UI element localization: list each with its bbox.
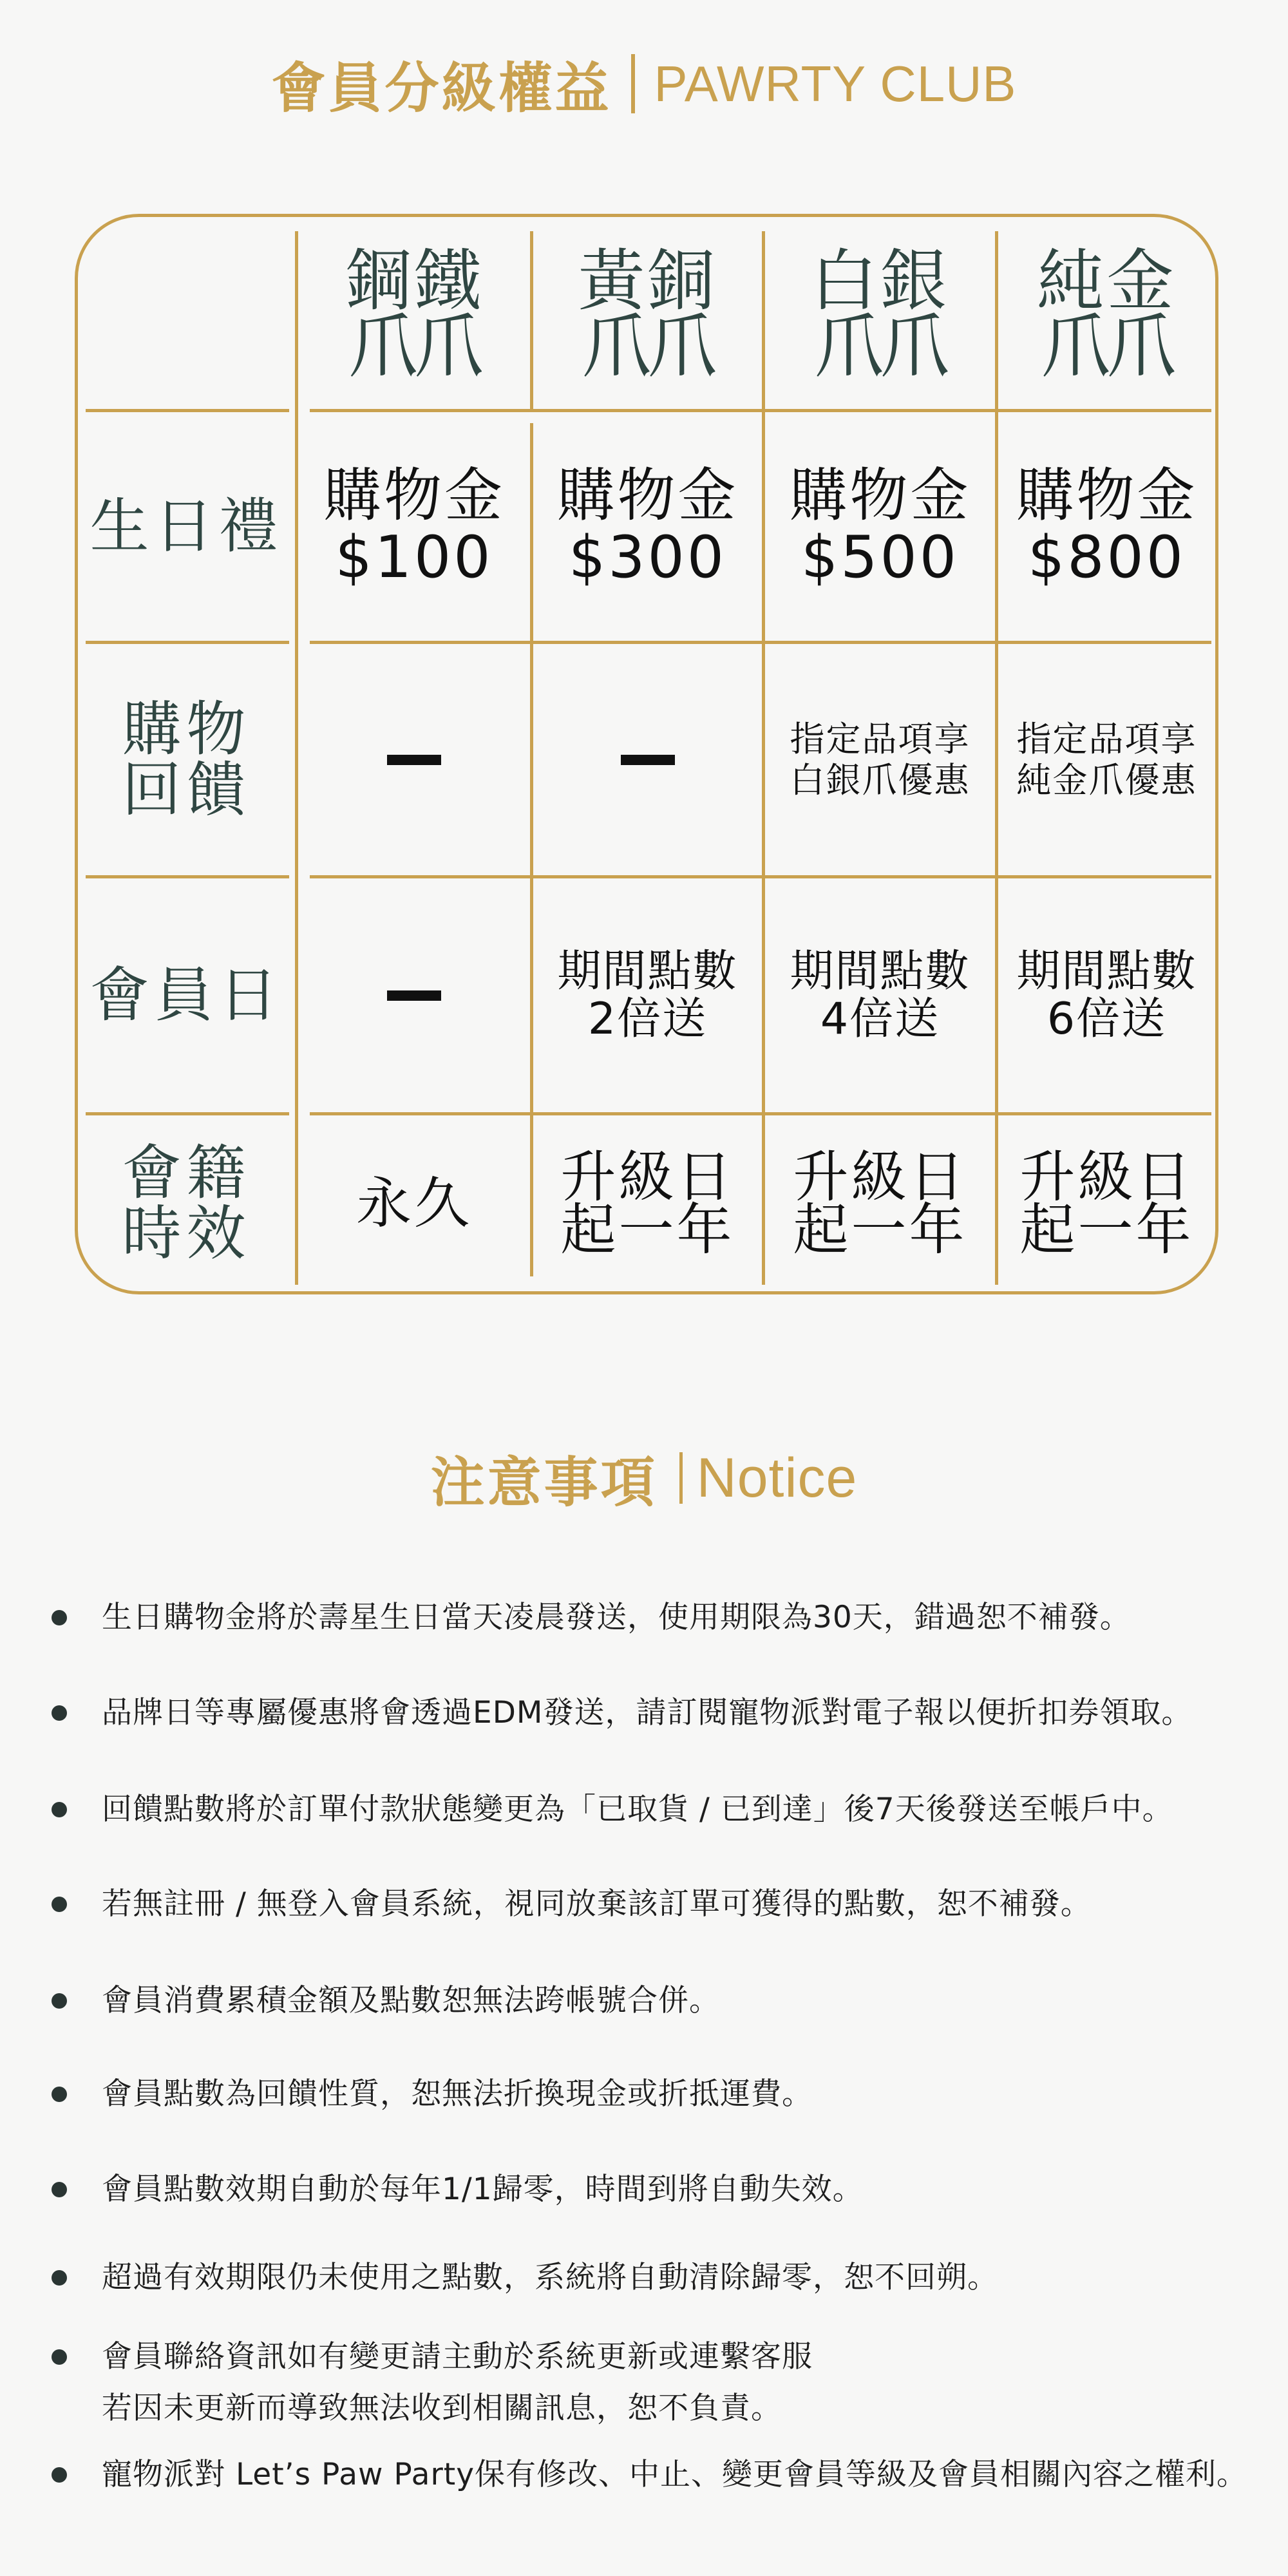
birthday-gift-gold [998,412,1215,641]
claw-mark: 爪爪 [814,307,946,388]
row-label-text: 回饋 [122,755,251,824]
row-label-birthday [78,412,295,641]
bullet-icon [52,2467,67,2483]
tiers-heading-en: PAWRTY CLUB [654,55,1017,112]
notice-heading [0,1443,1288,1513]
notice-text: 超過有效期限仍未使用之點數，系統將自動清除歸零，恕不回朔。 [102,2260,998,2295]
validity-text: 起一年 [793,1197,967,1262]
rebate-text: 指定品項享 [1016,718,1197,759]
validity-text: 起一年 [560,1197,735,1262]
tiers-heading-zh: 會員分級權益 [271,56,612,120]
notice-item [52,1879,1262,1930]
notice-text: 若因未更新而導致無法收到相關訊息，恕不負責。 [102,2391,782,2426]
gift-amount: $500 [800,523,960,591]
notice-heading-zh: 注意事項 [430,1450,658,1514]
validity-text: 起一年 [1019,1197,1194,1262]
row-label-text: 生日禮 [90,491,283,561]
bullet-icon [52,2182,67,2197]
row-label-text: 會籍 [122,1138,251,1208]
notice-text: 品牌日等專屬優惠將會透過EDM發送，請訂閱寵物派對電子報以便折扣券領取。 [102,1695,1193,1730]
bullet-icon [52,1897,67,1912]
heading-divider [631,54,635,113]
notice-item [52,1592,1262,1643]
not-applicable-dash [621,755,675,765]
rebate-gold [998,644,1215,875]
validity-text: 升級日 [1019,1144,1194,1209]
validity-text: 升級日 [793,1144,967,1209]
rebate-text: 純金爪優惠 [1016,759,1197,800]
tier-header-silver [765,217,995,409]
notice-item [52,2069,1262,2120]
gift-amount: $800 [1027,523,1186,591]
membership-tier-table [75,214,1218,1294]
member-day-text: 期間點數 [790,945,971,997]
bullet-icon [52,1993,67,2009]
member-day-silver [765,878,995,1112]
row-label-text: 購物 [122,694,251,764]
member-day-text: 4倍送 [820,993,940,1045]
notice-item [52,1687,1262,1739]
birthday-gift-steel [298,412,530,641]
validity-gold [998,1115,1215,1291]
row-label-member-day [78,878,295,1112]
notice-item [52,2164,1262,2215]
tier-header-steel [298,217,530,409]
notice-text: 若無註冊 / 無登入會員系統，視同放棄該訂單可獲得的點數，恕不補發。 [102,1886,1092,1922]
validity-brass [533,1115,762,1291]
tier-name: 鋼鐵 [344,242,484,320]
row-label-rebate [78,644,295,875]
tier-name: 黃銅 [578,242,717,320]
tier-header-gold [998,217,1215,409]
member-day-brass [533,878,762,1112]
bullet-icon [52,1610,67,1625]
gift-amount: $300 [568,523,727,591]
notice-item [52,1784,1262,1835]
tier-header-brass [533,217,762,409]
bullet-icon [52,2087,67,2102]
not-applicable-dash [387,990,441,1001]
notice-heading-en: Notice [696,1446,858,1509]
gift-label: 購物金 [323,461,505,529]
birthday-gift-brass [533,412,762,641]
validity-steel [298,1115,530,1291]
tier-name: 純金 [1037,242,1177,320]
bullet-icon [52,2349,67,2365]
member-day-text: 期間點數 [557,945,738,997]
tiers-heading [0,48,1288,119]
validity-text: 升級日 [560,1144,735,1209]
claw-mark: 爪爪 [582,307,714,388]
rebate-text: 白銀爪優惠 [790,759,971,800]
claw-mark: 爪爪 [1041,307,1173,388]
notice-text: 會員點數效期自動於每年1/1歸零，時間到將自動失效。 [102,2172,864,2207]
gift-amount: $100 [335,523,493,591]
member-day-text: 2倍送 [587,993,708,1045]
gift-label: 購物金 [789,461,971,529]
birthday-gift-silver [765,412,995,641]
notice-text: 寵物派對 Let’s Paw Party保有修改、中止、變更會員等級及會員相關內容之權利。 [102,2457,1248,2492]
member-day-text: 期間點數 [1016,945,1197,997]
validity-silver [765,1115,995,1291]
notice-text: 會員點數為回饋性質，恕無法折換現金或折抵運費。 [102,2076,813,2112]
notice-item [52,1975,1262,2027]
bullet-icon [52,1802,67,1817]
bullet-icon [52,2270,67,2286]
heading-divider [679,1452,683,1504]
validity-text: 永久 [356,1171,472,1236]
member-day-gold [998,878,1215,1112]
rebate-text: 指定品項享 [790,718,971,759]
notice-item [52,2331,1262,2434]
gift-label: 購物金 [1016,461,1198,529]
row-label-text: 會員日 [90,960,283,1030]
member-day-steel [298,878,530,1112]
gift-label: 購物金 [556,461,739,529]
notice-item [52,2449,1262,2501]
not-applicable-dash [387,755,441,765]
notice-text: 生日購物金將於壽星生日當天凌晨發送，使用期限為30天，錯過恕不補發。 [102,1600,1131,1635]
tier-name: 白銀 [810,242,950,320]
row-label-validity [78,1115,295,1291]
claw-mark: 爪爪 [348,307,480,388]
rebate-silver [765,644,995,875]
bullet-icon [52,1705,67,1721]
row-label-text: 時效 [122,1198,251,1268]
notice-text: 會員消費累積金額及點數恕無法跨帳號合併。 [102,1983,720,2018]
rebate-brass [533,644,762,875]
notice-item [52,2252,1262,2304]
rebate-steel [298,644,530,875]
notice-text: 回饋點數將於訂單付款狀態變更為「已取貨 / 已到達」後7天後發送至帳戶中。 [102,1792,1173,1827]
notice-text: 會員聯絡資訊如有變更請主動於系統更新或連繫客服 [102,2339,813,2374]
member-day-text: 6倍送 [1046,993,1167,1045]
